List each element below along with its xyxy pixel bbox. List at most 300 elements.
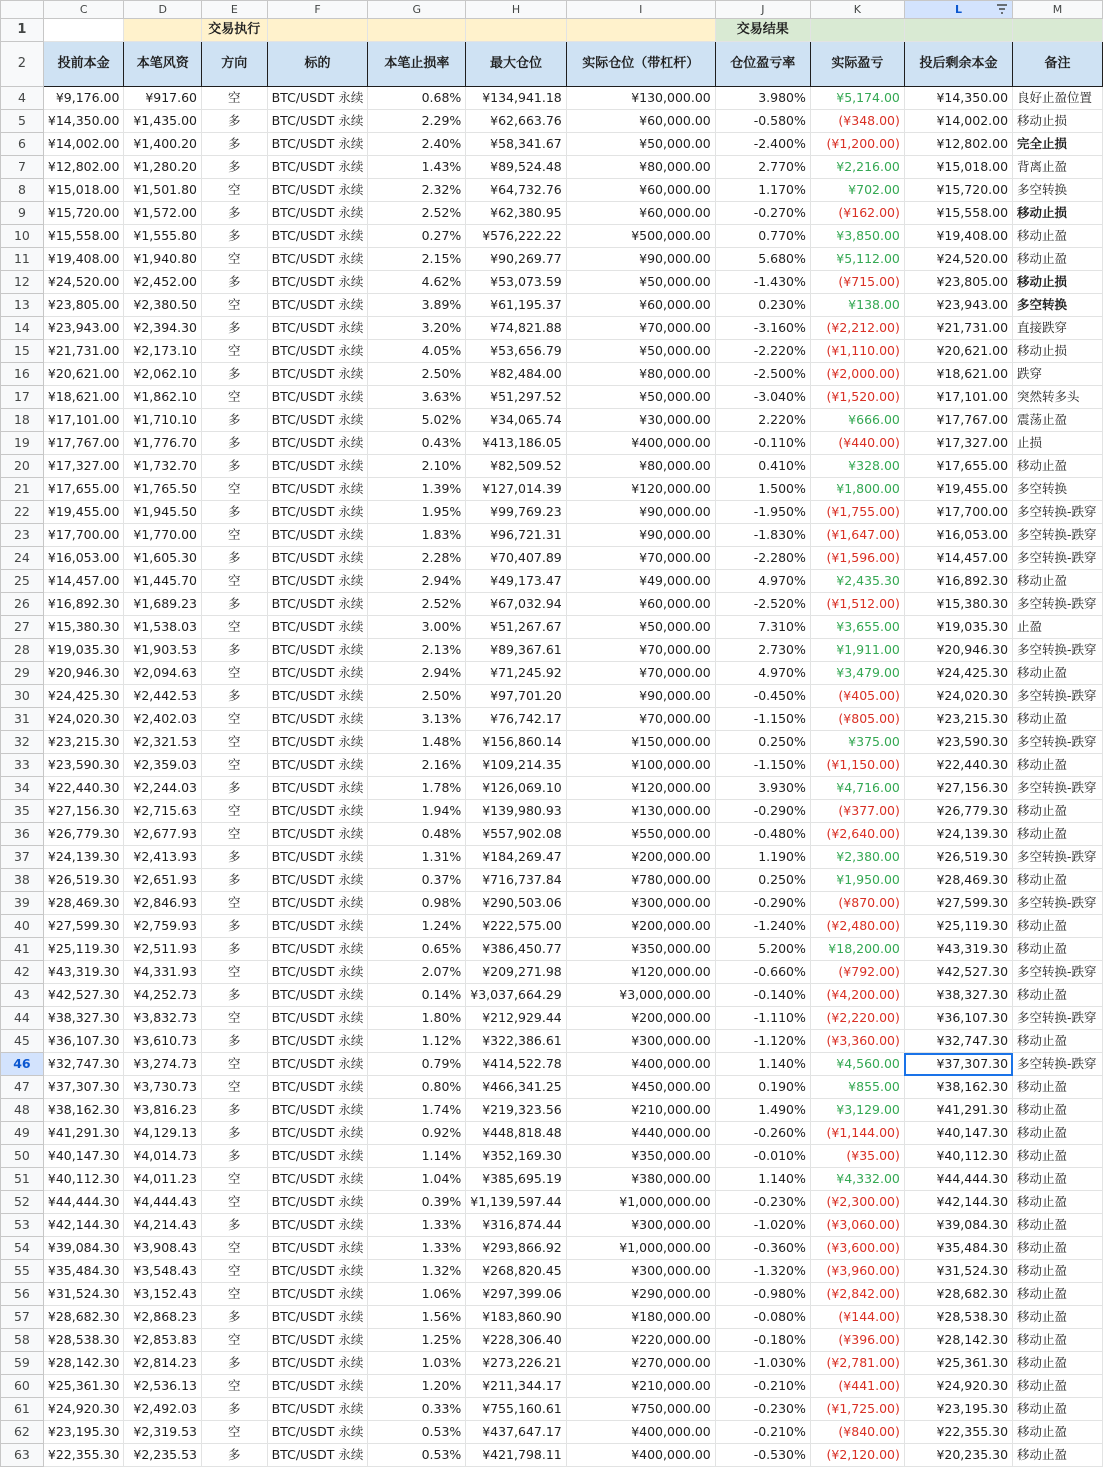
cell-max-position[interactable]: ¥219,323.56 — [466, 1099, 566, 1122]
cell-max-position[interactable]: ¥212,929.44 — [466, 1007, 566, 1030]
cell-instrument[interactable]: BTC/USDT 永续 — [267, 1237, 368, 1260]
cell-notes[interactable]: 移动止盈 — [1013, 1168, 1103, 1191]
cell-actual-pnl[interactable]: ¥3,655.00 — [810, 616, 904, 639]
cell-capital-before[interactable]: ¥14,350.00 — [43, 110, 124, 133]
cell-capital-after[interactable]: ¥20,621.00 — [904, 340, 1012, 363]
cell-stop-loss-rate[interactable]: 3.00% — [368, 616, 466, 639]
cell-stop-loss-rate[interactable]: 1.83% — [368, 524, 466, 547]
cell-actual-pnl[interactable]: (¥2,640.00) — [810, 823, 904, 846]
cell-actual-pnl[interactable]: (¥1,520.00) — [810, 386, 904, 409]
cell-actual-position[interactable]: ¥1,000,000.00 — [566, 1191, 715, 1214]
cell-direction[interactable]: 空 — [202, 570, 268, 593]
cell-risk-capital[interactable]: ¥2,442.53 — [124, 685, 202, 708]
cell-direction[interactable]: 多 — [202, 202, 268, 225]
cell-actual-position[interactable]: ¥120,000.00 — [566, 478, 715, 501]
cell-direction[interactable]: 空 — [202, 1053, 268, 1076]
cell-capital-after[interactable]: ¥23,215.30 — [904, 708, 1012, 731]
cell-actual-pnl[interactable]: (¥377.00) — [810, 800, 904, 823]
cell-position-pnl-rate[interactable]: -2.500% — [715, 363, 810, 386]
cell-max-position[interactable]: ¥34,065.74 — [466, 409, 566, 432]
cell-position-pnl-rate[interactable]: 1.140% — [715, 1168, 810, 1191]
cell-actual-pnl[interactable]: (¥405.00) — [810, 685, 904, 708]
row-number[interactable]: 49 — [1, 1122, 44, 1145]
cell-notes[interactable]: 移动止盈 — [1013, 915, 1103, 938]
header-actual-position[interactable]: 实际仓位（带杠杆） — [566, 42, 715, 87]
cell-risk-capital[interactable]: ¥1,940.80 — [124, 248, 202, 271]
cell-stop-loss-rate[interactable]: 0.79% — [368, 1053, 466, 1076]
cell-notes[interactable]: 移动止盈 — [1013, 1260, 1103, 1283]
cell-instrument[interactable]: BTC/USDT 永续 — [267, 271, 368, 294]
cell-direction[interactable]: 多 — [202, 1030, 268, 1053]
cell-stop-loss-rate[interactable]: 2.15% — [368, 248, 466, 271]
cell-capital-before[interactable]: ¥14,002.00 — [43, 133, 124, 156]
cell-instrument[interactable]: BTC/USDT 永续 — [267, 478, 368, 501]
row-number[interactable]: 11 — [1, 248, 44, 271]
cell-direction[interactable]: 空 — [202, 1168, 268, 1191]
cell-direction[interactable]: 空 — [202, 1375, 268, 1398]
row-number[interactable]: 45 — [1, 1030, 44, 1053]
cell-actual-position[interactable]: ¥270,000.00 — [566, 1352, 715, 1375]
row-number[interactable]: 16 — [1, 363, 44, 386]
cell-instrument[interactable]: BTC/USDT 永续 — [267, 1260, 368, 1283]
cell-notes[interactable]: 移动止盈 — [1013, 455, 1103, 478]
cell-instrument[interactable]: BTC/USDT 永续 — [267, 386, 368, 409]
cell-risk-capital[interactable]: ¥2,868.23 — [124, 1306, 202, 1329]
cell-actual-position[interactable]: ¥450,000.00 — [566, 1076, 715, 1099]
cell-instrument[interactable]: BTC/USDT 永续 — [267, 1421, 368, 1444]
cell-max-position[interactable]: ¥414,522.78 — [466, 1053, 566, 1076]
row-number[interactable]: 50 — [1, 1145, 44, 1168]
cell-capital-before[interactable]: ¥18,621.00 — [43, 386, 124, 409]
column-header-k[interactable]: K — [810, 1, 904, 19]
cell-position-pnl-rate[interactable]: -1.020% — [715, 1214, 810, 1237]
cell-instrument[interactable]: BTC/USDT 永续 — [267, 179, 368, 202]
cell-actual-pnl[interactable]: ¥702.00 — [810, 179, 904, 202]
cell-instrument[interactable]: BTC/USDT 永续 — [267, 800, 368, 823]
cell-position-pnl-rate[interactable]: -0.450% — [715, 685, 810, 708]
cell-max-position[interactable]: ¥211,344.17 — [466, 1375, 566, 1398]
cell-actual-position[interactable]: ¥60,000.00 — [566, 593, 715, 616]
cell-max-position[interactable]: ¥557,902.08 — [466, 823, 566, 846]
cell-risk-capital[interactable]: ¥2,094.63 — [124, 662, 202, 685]
cell-stop-loss-rate[interactable]: 2.32% — [368, 179, 466, 202]
cell-position-pnl-rate[interactable]: -0.210% — [715, 1421, 810, 1444]
cell-position-pnl-rate[interactable]: -0.080% — [715, 1306, 810, 1329]
cell-actual-position[interactable]: ¥49,000.00 — [566, 570, 715, 593]
cell-direction[interactable]: 多 — [202, 1352, 268, 1375]
cell-notes[interactable]: 突然转多头 — [1013, 386, 1103, 409]
row-number[interactable]: 5 — [1, 110, 44, 133]
cell-direction[interactable]: 多 — [202, 1398, 268, 1421]
cell-capital-before[interactable]: ¥15,558.00 — [43, 225, 124, 248]
cell-position-pnl-rate[interactable]: -0.270% — [715, 202, 810, 225]
row-number[interactable]: 61 — [1, 1398, 44, 1421]
cell-actual-position[interactable]: ¥120,000.00 — [566, 961, 715, 984]
cell-stop-loss-rate[interactable]: 4.05% — [368, 340, 466, 363]
cell-position-pnl-rate[interactable]: -1.430% — [715, 271, 810, 294]
cell-actual-pnl[interactable]: (¥440.00) — [810, 432, 904, 455]
row-number[interactable]: 25 — [1, 570, 44, 593]
cell-max-position[interactable]: ¥209,271.98 — [466, 961, 566, 984]
cell-direction[interactable]: 多 — [202, 156, 268, 179]
cell-notes[interactable]: 多空转换 — [1013, 294, 1103, 317]
cell-instrument[interactable]: BTC/USDT 永续 — [267, 1099, 368, 1122]
cell-risk-capital[interactable]: ¥2,452.00 — [124, 271, 202, 294]
cell-instrument[interactable]: BTC/USDT 永续 — [267, 202, 368, 225]
cell-capital-before[interactable]: ¥20,621.00 — [43, 363, 124, 386]
cell-capital-before[interactable]: ¥28,142.30 — [43, 1352, 124, 1375]
cell-risk-capital[interactable]: ¥2,511.93 — [124, 938, 202, 961]
cell-capital-after[interactable]: ¥14,457.00 — [904, 547, 1012, 570]
header-actual-pnl[interactable]: 实际盈亏 — [810, 42, 904, 87]
row-number[interactable]: 32 — [1, 731, 44, 754]
cell-actual-position[interactable]: ¥90,000.00 — [566, 248, 715, 271]
cell-stop-loss-rate[interactable]: 1.31% — [368, 846, 466, 869]
row-number[interactable]: 13 — [1, 294, 44, 317]
cell-capital-after[interactable]: ¥25,361.30 — [904, 1352, 1012, 1375]
cell-max-position[interactable]: ¥184,269.47 — [466, 846, 566, 869]
cell-max-position[interactable]: ¥53,656.79 — [466, 340, 566, 363]
cell-max-position[interactable]: ¥716,737.84 — [466, 869, 566, 892]
cell-instrument[interactable]: BTC/USDT 永续 — [267, 1030, 368, 1053]
cell-capital-before[interactable]: ¥25,361.30 — [43, 1375, 124, 1398]
cell-position-pnl-rate[interactable]: 5.680% — [715, 248, 810, 271]
cell-actual-pnl[interactable]: (¥840.00) — [810, 1421, 904, 1444]
cell-position-pnl-rate[interactable]: -2.520% — [715, 593, 810, 616]
cell-max-position[interactable]: ¥96,721.31 — [466, 524, 566, 547]
cell-max-position[interactable]: ¥297,399.06 — [466, 1283, 566, 1306]
group-cell[interactable] — [267, 19, 368, 42]
row-number[interactable]: 19 — [1, 432, 44, 455]
cell-actual-position[interactable]: ¥70,000.00 — [566, 639, 715, 662]
group-cell[interactable] — [43, 19, 124, 42]
cell-actual-pnl[interactable]: ¥2,435.30 — [810, 570, 904, 593]
cell-stop-loss-rate[interactable]: 2.50% — [368, 363, 466, 386]
cell-actual-pnl[interactable]: (¥1,150.00) — [810, 754, 904, 777]
cell-position-pnl-rate[interactable]: 1.490% — [715, 1099, 810, 1122]
cell-instrument[interactable]: BTC/USDT 永续 — [267, 1076, 368, 1099]
cell-actual-position[interactable]: ¥50,000.00 — [566, 340, 715, 363]
cell-position-pnl-rate[interactable]: 3.930% — [715, 777, 810, 800]
cell-notes[interactable]: 多空转换 — [1013, 478, 1103, 501]
cell-actual-pnl[interactable]: (¥3,060.00) — [810, 1214, 904, 1237]
cell-actual-pnl[interactable]: (¥1,647.00) — [810, 524, 904, 547]
cell-capital-after[interactable]: ¥23,195.30 — [904, 1398, 1012, 1421]
cell-instrument[interactable]: BTC/USDT 永续 — [267, 685, 368, 708]
cell-direction[interactable]: 空 — [202, 800, 268, 823]
cell-instrument[interactable]: BTC/USDT 永续 — [267, 892, 368, 915]
group-cell[interactable] — [368, 19, 466, 42]
cell-stop-loss-rate[interactable]: 1.33% — [368, 1237, 466, 1260]
column-header-c[interactable]: C — [43, 1, 124, 19]
cell-capital-after[interactable]: ¥28,682.30 — [904, 1283, 1012, 1306]
cell-notes[interactable]: 多空转换-跌穿 — [1013, 685, 1103, 708]
cell-max-position[interactable]: ¥82,509.52 — [466, 455, 566, 478]
cell-direction[interactable]: 多 — [202, 777, 268, 800]
cell-direction[interactable]: 空 — [202, 892, 268, 915]
cell-capital-before[interactable]: ¥32,747.30 — [43, 1053, 124, 1076]
cell-actual-pnl[interactable]: ¥1,911.00 — [810, 639, 904, 662]
cell-risk-capital[interactable]: ¥4,214.43 — [124, 1214, 202, 1237]
cell-position-pnl-rate[interactable]: -0.230% — [715, 1191, 810, 1214]
row-number[interactable]: 30 — [1, 685, 44, 708]
cell-direction[interactable]: 多 — [202, 938, 268, 961]
cell-risk-capital[interactable]: ¥2,846.93 — [124, 892, 202, 915]
cell-actual-pnl[interactable]: (¥3,360.00) — [810, 1030, 904, 1053]
cell-max-position[interactable]: ¥51,267.67 — [466, 616, 566, 639]
cell-direction[interactable]: 多 — [202, 501, 268, 524]
cell-risk-capital[interactable]: ¥1,862.10 — [124, 386, 202, 409]
cell-actual-pnl[interactable]: (¥1,144.00) — [810, 1122, 904, 1145]
cell-notes[interactable]: 移动止盈 — [1013, 1421, 1103, 1444]
cell-capital-after[interactable]: ¥22,440.30 — [904, 754, 1012, 777]
cell-actual-position[interactable]: ¥150,000.00 — [566, 731, 715, 754]
cell-risk-capital[interactable]: ¥2,651.93 — [124, 869, 202, 892]
row-number[interactable]: 52 — [1, 1191, 44, 1214]
row-number[interactable]: 62 — [1, 1421, 44, 1444]
cell-stop-loss-rate[interactable]: 0.33% — [368, 1398, 466, 1421]
row-number[interactable]: 20 — [1, 455, 44, 478]
cell-capital-after[interactable]: ¥27,156.30 — [904, 777, 1012, 800]
cell-notes[interactable]: 移动止盈 — [1013, 1191, 1103, 1214]
cell-stop-loss-rate[interactable]: 3.89% — [368, 294, 466, 317]
cell-position-pnl-rate[interactable]: -1.320% — [715, 1260, 810, 1283]
cell-notes[interactable]: 多空转换-跌穿 — [1013, 892, 1103, 915]
cell-stop-loss-rate[interactable]: 4.62% — [368, 271, 466, 294]
cell-instrument[interactable]: BTC/USDT 永续 — [267, 156, 368, 179]
cell-position-pnl-rate[interactable]: -2.400% — [715, 133, 810, 156]
cell-stop-loss-rate[interactable]: 0.48% — [368, 823, 466, 846]
cell-direction[interactable]: 多 — [202, 685, 268, 708]
cell-direction[interactable]: 多 — [202, 225, 268, 248]
cell-capital-before[interactable]: ¥12,802.00 — [43, 156, 124, 179]
cell-actual-pnl[interactable]: (¥144.00) — [810, 1306, 904, 1329]
cell-max-position[interactable]: ¥62,663.76 — [466, 110, 566, 133]
cell-stop-loss-rate[interactable]: 2.50% — [368, 685, 466, 708]
cell-capital-before[interactable]: ¥42,527.30 — [43, 984, 124, 1007]
cell-max-position[interactable]: ¥127,014.39 — [466, 478, 566, 501]
cell-risk-capital[interactable]: ¥2,715.63 — [124, 800, 202, 823]
cell-actual-pnl[interactable]: (¥792.00) — [810, 961, 904, 984]
cell-instrument[interactable]: BTC/USDT 永续 — [267, 915, 368, 938]
cell-max-position[interactable]: ¥293,866.92 — [466, 1237, 566, 1260]
cell-direction[interactable]: 空 — [202, 662, 268, 685]
cell-instrument[interactable]: BTC/USDT 永续 — [267, 1122, 368, 1145]
cell-capital-before[interactable]: ¥28,682.30 — [43, 1306, 124, 1329]
row-number[interactable]: 31 — [1, 708, 44, 731]
cell-max-position[interactable]: ¥71,245.92 — [466, 662, 566, 685]
cell-actual-pnl[interactable]: ¥855.00 — [810, 1076, 904, 1099]
cell-actual-position[interactable]: ¥290,000.00 — [566, 1283, 715, 1306]
cell-stop-loss-rate[interactable]: 2.13% — [368, 639, 466, 662]
cell-max-position[interactable]: ¥70,407.89 — [466, 547, 566, 570]
cell-stop-loss-rate[interactable]: 1.39% — [368, 478, 466, 501]
cell-direction[interactable]: 多 — [202, 455, 268, 478]
cell-instrument[interactable]: BTC/USDT 永续 — [267, 501, 368, 524]
header-max-position[interactable]: 最大仓位 — [466, 42, 566, 87]
cell-instrument[interactable]: BTC/USDT 永续 — [267, 1306, 368, 1329]
cell-risk-capital[interactable]: ¥2,380.50 — [124, 294, 202, 317]
cell-risk-capital[interactable]: ¥1,689.23 — [124, 593, 202, 616]
row-number[interactable]: 56 — [1, 1283, 44, 1306]
cell-position-pnl-rate[interactable]: 2.730% — [715, 639, 810, 662]
cell-max-position[interactable]: ¥90,269.77 — [466, 248, 566, 271]
cell-actual-position[interactable]: ¥50,000.00 — [566, 133, 715, 156]
cell-direction[interactable]: 空 — [202, 248, 268, 271]
cell-risk-capital[interactable]: ¥1,400.20 — [124, 133, 202, 156]
cell-actual-position[interactable]: ¥780,000.00 — [566, 869, 715, 892]
cell-stop-loss-rate[interactable]: 0.53% — [368, 1421, 466, 1444]
cell-notes[interactable]: 多空转换-跌穿 — [1013, 1053, 1103, 1076]
cell-instrument[interactable]: BTC/USDT 永续 — [267, 777, 368, 800]
cell-capital-before[interactable]: ¥36,107.30 — [43, 1030, 124, 1053]
cell-position-pnl-rate[interactable]: 5.200% — [715, 938, 810, 961]
column-header-l[interactable] — [904, 1, 1012, 19]
cell-capital-before[interactable]: ¥17,655.00 — [43, 478, 124, 501]
cell-direction[interactable]: 多 — [202, 593, 268, 616]
header-capital-before[interactable]: 投前本金 — [43, 42, 124, 87]
cell-capital-after[interactable]: ¥15,018.00 — [904, 156, 1012, 179]
cell-risk-capital[interactable]: ¥1,732.70 — [124, 455, 202, 478]
cell-direction[interactable]: 多 — [202, 547, 268, 570]
cell-direction[interactable]: 多 — [202, 1214, 268, 1237]
cell-direction[interactable]: 多 — [202, 639, 268, 662]
cell-notes[interactable]: 止盈 — [1013, 616, 1103, 639]
cell-max-position[interactable]: ¥49,173.47 — [466, 570, 566, 593]
row-number[interactable]: 48 — [1, 1099, 44, 1122]
cell-risk-capital[interactable]: ¥4,331.93 — [124, 961, 202, 984]
cell-max-position[interactable]: ¥268,820.45 — [466, 1260, 566, 1283]
cell-position-pnl-rate[interactable]: 3.980% — [715, 87, 810, 110]
cell-notes[interactable]: 移动止盈 — [1013, 248, 1103, 271]
row-number[interactable]: 38 — [1, 869, 44, 892]
cell-capital-before[interactable]: ¥38,327.30 — [43, 1007, 124, 1030]
row-number[interactable]: 55 — [1, 1260, 44, 1283]
cell-notes[interactable]: 多空转换-跌穿 — [1013, 1007, 1103, 1030]
row-number[interactable]: 39 — [1, 892, 44, 915]
cell-capital-before[interactable]: ¥19,035.30 — [43, 639, 124, 662]
column-header-h[interactable]: H — [466, 1, 566, 19]
cell-notes[interactable]: 多空转换-跌穿 — [1013, 593, 1103, 616]
column-header-m[interactable]: M — [1013, 1, 1103, 19]
cell-direction[interactable]: 多 — [202, 1122, 268, 1145]
cell-instrument[interactable]: BTC/USDT 永续 — [267, 1375, 368, 1398]
cell-notes[interactable]: 移动止盈 — [1013, 869, 1103, 892]
cell-direction[interactable]: 多 — [202, 409, 268, 432]
cell-position-pnl-rate[interactable]: -0.660% — [715, 961, 810, 984]
cell-capital-before[interactable]: ¥42,144.30 — [43, 1214, 124, 1237]
cell-actual-pnl[interactable]: ¥375.00 — [810, 731, 904, 754]
cell-direction[interactable]: 空 — [202, 616, 268, 639]
cell-actual-position[interactable]: ¥130,000.00 — [566, 800, 715, 823]
cell-direction[interactable]: 多 — [202, 110, 268, 133]
cell-stop-loss-rate[interactable]: 1.80% — [368, 1007, 466, 1030]
cell-risk-capital[interactable]: ¥2,759.93 — [124, 915, 202, 938]
cell-actual-position[interactable]: ¥400,000.00 — [566, 432, 715, 455]
cell-stop-loss-rate[interactable]: 0.37% — [368, 869, 466, 892]
cell-max-position[interactable]: ¥62,380.95 — [466, 202, 566, 225]
cell-capital-after[interactable]: ¥15,380.30 — [904, 593, 1012, 616]
cell-capital-after[interactable]: ¥22,355.30 — [904, 1421, 1012, 1444]
cell-notes[interactable]: 多空转换-跌穿 — [1013, 777, 1103, 800]
cell-position-pnl-rate[interactable]: -0.530% — [715, 1444, 810, 1467]
cell-actual-position[interactable]: ¥60,000.00 — [566, 179, 715, 202]
cell-direction[interactable]: 空 — [202, 731, 268, 754]
cell-actual-pnl[interactable]: ¥5,112.00 — [810, 248, 904, 271]
cell-position-pnl-rate[interactable]: -1.030% — [715, 1352, 810, 1375]
cell-actual-position[interactable]: ¥70,000.00 — [566, 547, 715, 570]
cell-direction[interactable]: 多 — [202, 1306, 268, 1329]
cell-instrument[interactable]: BTC/USDT 永续 — [267, 1053, 368, 1076]
cell-position-pnl-rate[interactable]: -1.150% — [715, 708, 810, 731]
cell-max-position[interactable]: ¥82,484.00 — [466, 363, 566, 386]
cell-risk-capital[interactable]: ¥2,359.03 — [124, 754, 202, 777]
cell-stop-loss-rate[interactable]: 1.20% — [368, 1375, 466, 1398]
cell-max-position[interactable]: ¥99,769.23 — [466, 501, 566, 524]
cell-capital-after[interactable]: ¥19,035.30 — [904, 616, 1012, 639]
row-number[interactable]: 26 — [1, 593, 44, 616]
cell-instrument[interactable]: BTC/USDT 永续 — [267, 317, 368, 340]
row-number[interactable]: 44 — [1, 1007, 44, 1030]
cell-instrument[interactable]: BTC/USDT 永续 — [267, 1329, 368, 1352]
cell-actual-position[interactable]: ¥300,000.00 — [566, 892, 715, 915]
cell-stop-loss-rate[interactable]: 2.94% — [368, 662, 466, 685]
cell-max-position[interactable]: ¥386,450.77 — [466, 938, 566, 961]
cell-risk-capital[interactable]: ¥2,321.53 — [124, 731, 202, 754]
cell-direction[interactable]: 空 — [202, 708, 268, 731]
cell-capital-before[interactable]: ¥17,767.00 — [43, 432, 124, 455]
cell-max-position[interactable]: ¥466,341.25 — [466, 1076, 566, 1099]
cell-actual-position[interactable]: ¥50,000.00 — [566, 271, 715, 294]
cell-position-pnl-rate[interactable]: -3.040% — [715, 386, 810, 409]
cell-risk-capital[interactable]: ¥1,605.30 — [124, 547, 202, 570]
cell-actual-position[interactable]: ¥210,000.00 — [566, 1375, 715, 1398]
cell-actual-position[interactable]: ¥750,000.00 — [566, 1398, 715, 1421]
cell-capital-before[interactable]: ¥28,469.30 — [43, 892, 124, 915]
cell-actual-pnl[interactable]: (¥4,200.00) — [810, 984, 904, 1007]
cell-capital-before[interactable]: ¥21,731.00 — [43, 340, 124, 363]
cell-actual-pnl[interactable]: ¥4,560.00 — [810, 1053, 904, 1076]
cell-capital-before[interactable]: ¥24,920.30 — [43, 1398, 124, 1421]
cell-notes[interactable]: 移动止盈 — [1013, 1329, 1103, 1352]
cell-notes[interactable]: 移动止盈 — [1013, 938, 1103, 961]
cell-notes[interactable]: 多空转换 — [1013, 179, 1103, 202]
cell-capital-before[interactable]: ¥17,327.00 — [43, 455, 124, 478]
cell-stop-loss-rate[interactable]: 0.98% — [368, 892, 466, 915]
cell-actual-position[interactable]: ¥120,000.00 — [566, 777, 715, 800]
cell-actual-position[interactable]: ¥90,000.00 — [566, 524, 715, 547]
cell-instrument[interactable]: BTC/USDT 永续 — [267, 340, 368, 363]
row-number[interactable]: 22 — [1, 501, 44, 524]
group-cell[interactable] — [566, 19, 715, 42]
cell-capital-before[interactable]: ¥24,520.00 — [43, 271, 124, 294]
group-exec-label[interactable]: 交易执行 — [202, 19, 268, 42]
cell-risk-capital[interactable]: ¥3,908.43 — [124, 1237, 202, 1260]
cell-actual-pnl[interactable]: (¥1,596.00) — [810, 547, 904, 570]
cell-capital-after[interactable]: ¥24,920.30 — [904, 1375, 1012, 1398]
cell-capital-after[interactable]: ¥28,469.30 — [904, 869, 1012, 892]
cell-capital-after[interactable]: ¥28,538.30 — [904, 1306, 1012, 1329]
cell-notes[interactable]: 移动止盈 — [1013, 823, 1103, 846]
cell-risk-capital[interactable]: ¥917.60 — [124, 87, 202, 110]
cell-instrument[interactable]: BTC/USDT 永续 — [267, 409, 368, 432]
cell-direction[interactable]: 空 — [202, 1007, 268, 1030]
cell-actual-pnl[interactable]: (¥2,842.00) — [810, 1283, 904, 1306]
cell-position-pnl-rate[interactable]: 7.310% — [715, 616, 810, 639]
cell-actual-position[interactable]: ¥500,000.00 — [566, 225, 715, 248]
cell-position-pnl-rate[interactable]: -0.580% — [715, 110, 810, 133]
row-number[interactable]: 54 — [1, 1237, 44, 1260]
